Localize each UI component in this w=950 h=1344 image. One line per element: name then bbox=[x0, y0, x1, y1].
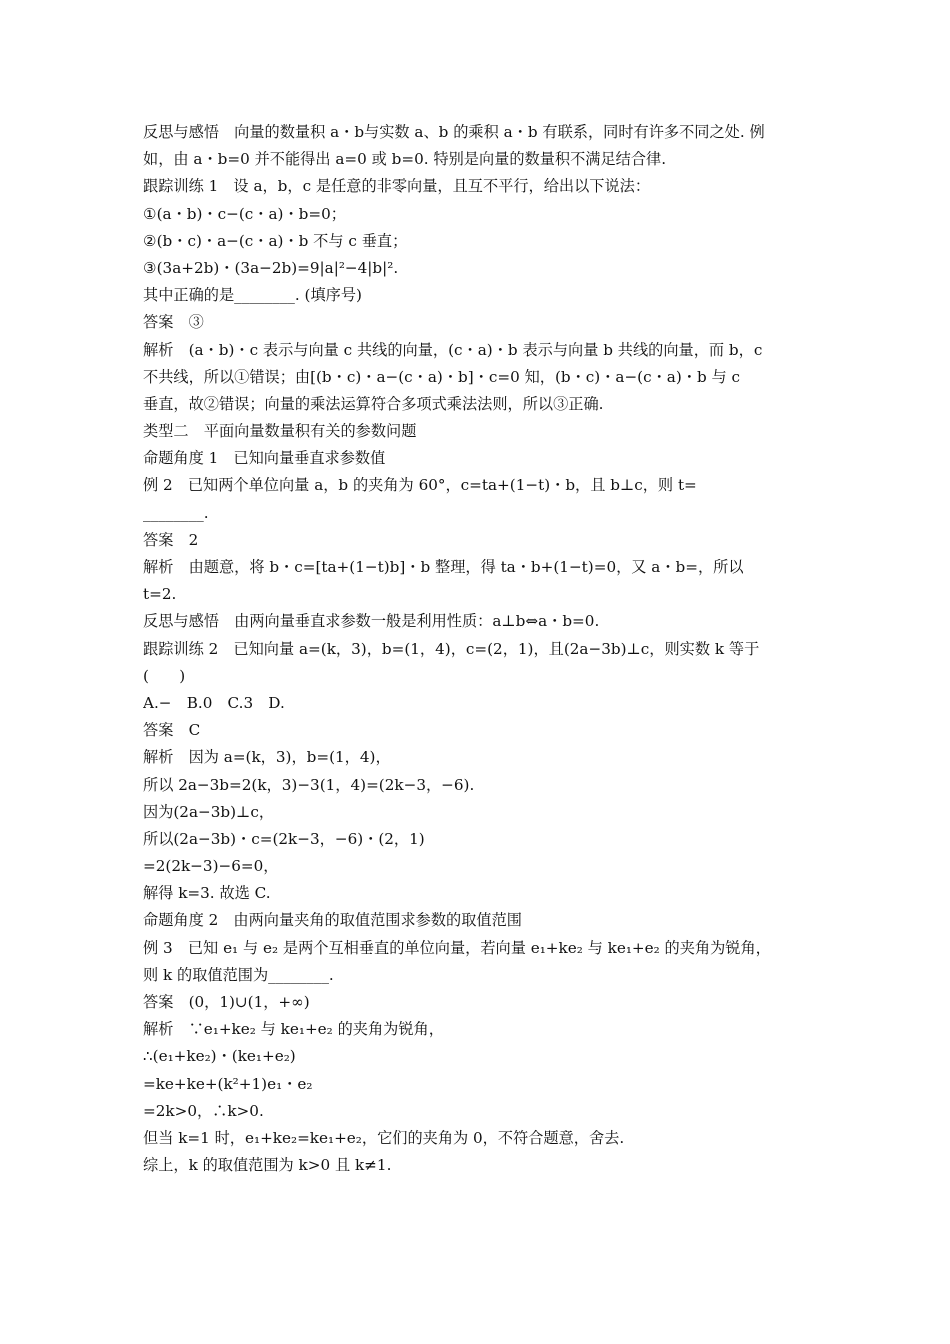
text-line: ________. bbox=[143, 503, 209, 522]
text-line: 但当 k=1 时，e₁+ke₂=ke₁+e₂，它们的夹角为 0，不符合题意，舍去. bbox=[143, 1128, 625, 1147]
text-line: =ke+ke+(k²+1)e₁・e₂ bbox=[143, 1074, 313, 1093]
text-line: 反思与感悟 向量的数量积 a・b与实数 a、b 的乘积 a・b 有联系，同时有许多不同之处. 例 bbox=[143, 123, 765, 141]
text-line: ③(3a+2b)・(3a−2b)=9|a|²−4|b|². bbox=[143, 258, 399, 277]
text-line: =2(2k−3)−6=0， bbox=[143, 857, 279, 876]
text-line: 跟踪训练 2 已知向量 a=(k，3)，b=(1，4)，c=(2，1)，且(2a−3b)⊥c，则实数 k 等于 bbox=[143, 639, 760, 658]
document-page bbox=[143, 119, 813, 1179]
text-line: 解析 (a・b)・c 表示与向量 c 共线的向量，(c・a)・b 表示与向量 b 共线的向量，而 b，c bbox=[143, 340, 763, 359]
text-line: 答案 ③ bbox=[143, 313, 204, 332]
text-line: 答案 2 bbox=[143, 530, 199, 549]
text-line: 解析 因为 a=(k，3)，b=(1，4)， bbox=[143, 748, 391, 767]
text-line: 不共线，所以①错误；由[(b・c)・a−(c・a)・b]・c=0 知，(b・c)・a−(c・a)・b 与 c bbox=[143, 367, 741, 386]
text-line: 垂直，故②错误；向量的乘法运算符合多项式乘法法则，所以③正确. bbox=[143, 394, 604, 413]
text-line: 则 k 的取值范围为________. bbox=[143, 965, 334, 984]
text-line: =2k>0，∴k>0. bbox=[143, 1101, 264, 1120]
text-line: 解得 k=3. 故选 C. bbox=[143, 884, 271, 903]
text-line: 命题角度 1 已知向量垂直求参数值 bbox=[143, 449, 386, 468]
text-line: 类型二 平面向量数量积有关的参数问题 bbox=[143, 422, 417, 441]
text-line: ∴(e₁+ke₂)・(ke₁+e₂) bbox=[143, 1047, 296, 1066]
text-line: 所以 2a−3b=2(k，3)−3(1，4)=(2k−3，−6). bbox=[143, 775, 475, 794]
text-line: 例 2 已知两个单位向量 a，b 的夹角为 60°，c=ta+(1−t)・b，且 b⊥c，则 t= bbox=[143, 476, 697, 495]
text-line: ②(b・c)・a−(c・a)・b 不与 c 垂直； bbox=[143, 231, 408, 250]
text-line: 如，由 a・b=0 并不能得出 a=0 或 b=0. 特别是向量的数量积不满足结合律. bbox=[143, 150, 667, 169]
text-line: ( ) bbox=[143, 666, 186, 685]
text-line: 因为(2a−3b)⊥c， bbox=[143, 802, 275, 821]
text-line: 答案 C bbox=[143, 721, 201, 740]
text-line: 解析 由题意，将 b・c=[ta+(1−t)b]・b 整理，得 ta・b+(1−t)=0，又 a・b=，所以 bbox=[143, 558, 744, 576]
text-line: 所以(2a−3b)・c=(2k−3，−6)・(2，1) bbox=[143, 829, 425, 848]
text-line: ①(a・b)・c−(c・a)・b=0； bbox=[143, 204, 346, 223]
text-line: 例 3 已知 e₁ 与 e₂ 是两个互相垂直的单位向量，若向量 e₁+ke₂ 与 ke₁+e₂ 的夹角为锐角， bbox=[143, 938, 771, 957]
text-line: 跟踪训练 1 设 a，b，c 是任意的非零向量，且互不平行，给出以下说法： bbox=[143, 177, 651, 196]
text-line: 其中正确的是________. (填序号) bbox=[143, 286, 362, 305]
text-line: 答案 (0，1)∪(1，+∞) bbox=[143, 993, 310, 1011]
text-line: 命题角度 2 由两向量夹角的取值范围求参数的取值范围 bbox=[143, 911, 522, 930]
text-line: 解析 ∵e₁+ke₂ 与 ke₁+e₂ 的夹角为锐角， bbox=[143, 1020, 444, 1039]
text-line: A.− B.0 C.3 D. bbox=[143, 693, 285, 712]
text-line: 反思与感悟 由两向量垂直求参数一般是利用性质：a⊥b⇔a・b=0. bbox=[143, 612, 600, 631]
text-line: t=2. bbox=[143, 585, 177, 604]
text-line: 综上，k 的取值范围为 k>0 且 k≠1. bbox=[143, 1156, 392, 1175]
